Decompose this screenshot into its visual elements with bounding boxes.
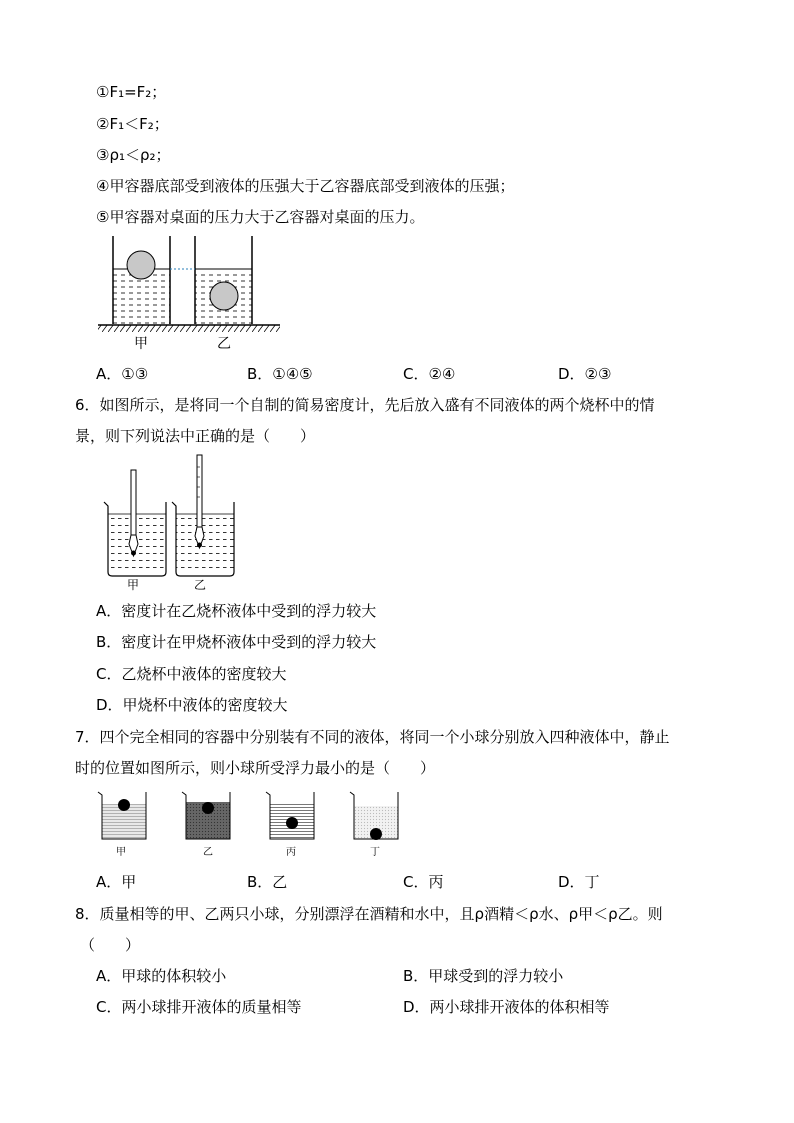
q7-option-c[interactable]: C．丙 (403, 873, 444, 891)
q6-label-jia: 甲 (126, 578, 140, 592)
q5-label-jia: 甲 (134, 336, 148, 352)
q5-figure (96, 236, 286, 354)
q7-label-jia: 甲 (116, 847, 126, 858)
q7-stem-line-2: 时的位置如图所示，则小球所受浮力最小的是（ ） (75, 759, 436, 777)
q5-statement-1: ①F₁=F₂； (96, 83, 167, 101)
q7-figure (96, 788, 406, 860)
q6-figure (96, 452, 246, 592)
q7-stem-line-1: 7．四个完全相同的容器中分别装有不同的液体，将同一个小球分别放入四种液体中，静止 (75, 728, 670, 746)
q5-ball-jia (127, 251, 155, 279)
q5-ball-yi (210, 282, 238, 310)
q5-option-a[interactable]: A．①③ (96, 365, 149, 383)
q6-stem-line-2: 景，则下列说法中正确的是（ ） (75, 427, 316, 445)
q8-option-d[interactable]: D．两小球排开液体的体积相等 (403, 998, 610, 1016)
q5-statement-4: ④甲容器底部受到液体的压强大于乙容器底部受到液体的压强； (96, 177, 515, 195)
q5-statement-3: ③ρ₁＜ρ₂； (96, 146, 171, 164)
q5-label-yi: 乙 (217, 336, 231, 352)
q5-option-c[interactable]: C．②④ (403, 365, 456, 383)
q8-stem-line-1: 8．质量相等的甲、乙两只小球，分别漂浮在酒精和水中，且ρ酒精＜ρ水、ρ甲＜ρ乙。则 (75, 905, 663, 923)
q8-stem-line-2: （ ） (80, 936, 141, 954)
q7-label-ding: 丁 (370, 847, 380, 858)
q7-option-b[interactable]: B．乙 (247, 873, 288, 891)
q5-statement-2: ②F₁＜F₂； (96, 115, 169, 133)
q8-option-c[interactable]: C．两小球排开液体的质量相等 (96, 998, 302, 1016)
q8-option-b[interactable]: B．甲球受到的浮力较小 (403, 967, 564, 985)
q5-option-b[interactable]: B．①④⑤ (247, 365, 313, 383)
q5-statement-5: ⑤甲容器对桌面的压力大于乙容器对桌面的压力。 (96, 208, 425, 226)
q7-option-a[interactable]: A．甲 (96, 873, 137, 891)
q8-option-a[interactable]: A．甲球的体积较小 (96, 967, 227, 985)
q6-option-a[interactable]: A．密度计在乙烧杯液体中受到的浮力较大 (96, 602, 377, 620)
q6-label-yi: 乙 (193, 578, 207, 592)
q5-option-d[interactable]: D．②③ (558, 365, 612, 383)
q7-label-yi: 乙 (203, 847, 213, 858)
q6-option-c[interactable]: C．乙烧杯中液体的密度较大 (96, 665, 287, 683)
q6-option-d[interactable]: D．甲烧杯中液体的密度较大 (96, 696, 288, 714)
q7-label-bing: 丙 (286, 847, 296, 858)
q6-option-b[interactable]: B．密度计在甲烧杯液体中受到的浮力较大 (96, 633, 377, 651)
q7-option-d[interactable]: D．丁 (558, 873, 600, 891)
q6-stem-line-1: 6．如图所示，是将同一个自制的简易密度计，先后放入盛有不同液体的两个烧杯中的情 (75, 396, 655, 414)
